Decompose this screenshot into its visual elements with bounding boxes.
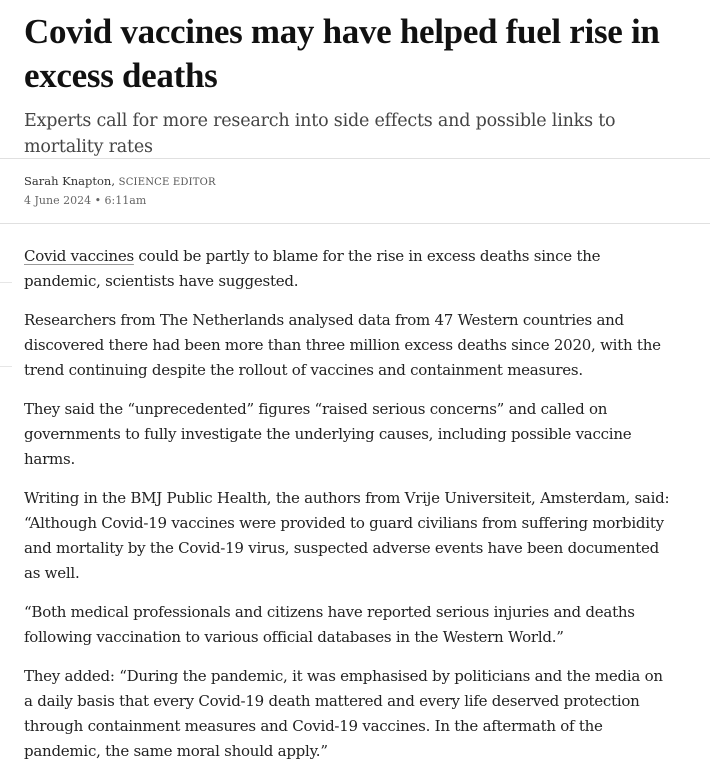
- article-body: [24, 244, 674, 778]
- paragraph: [24, 244, 674, 294]
- standfirst: Experts call for more research into side effects and possible links to mortality rates: [24, 111, 616, 157]
- publish-date: 4 June 2024 • 6:11am: [24, 194, 147, 207]
- paragraph: They said the “unprecedented” figures “raised serious concerns” and called on governments to fully investigate the underlying causes, including possible vaccine harms.: [24, 400, 632, 468]
- paragraph: Writing in the BMJ Public Health, the authors from Vrije Universiteit, Amsterdam, said: “Although Covid-19 vaccines were provided to guard civilians from suffering morbidity and mortality by the Covid-19 virus, suspected adverse events have been documented as well.: [24, 489, 670, 582]
- paragraph: “Both medical professionals and citizens have reported serious injuries and deaths following vaccination to various official databases in the Western World.”: [24, 603, 635, 646]
- author-name[interactable]: Sarah Knapton,: [24, 174, 115, 188]
- divider: [0, 223, 710, 224]
- article-header: [0, 0, 700, 160]
- paragraph: Researchers from The Netherlands analysed data from 47 Western countries and discovered there had been more than three million excess deaths since 2020, with the trend continuing despite the rollout of vaccines and containment measures.: [24, 311, 661, 379]
- divider: [0, 366, 12, 367]
- paragraph-text: could be partly to blame for the rise in excess deaths since the pandemic, scientists have suggested.: [24, 247, 601, 290]
- headline: Covid vaccines may have helped fuel rise in excess deaths: [24, 12, 660, 95]
- author-role: SCIENCE EDITOR: [118, 177, 216, 188]
- paragraph: They added: “During the pandemic, it was emphasised by politicians and the media on a daily basis that every Covid-19 death mattered and every life deserved protection through containment measures and Covid-19 vaccines. In the aftermath of the pandemic, the same moral should apply.”: [24, 667, 663, 760]
- byline: [24, 173, 216, 191]
- divider: [0, 158, 710, 159]
- divider: [0, 282, 12, 283]
- covid-vaccines-link[interactable]: Covid vaccines: [24, 247, 134, 265]
